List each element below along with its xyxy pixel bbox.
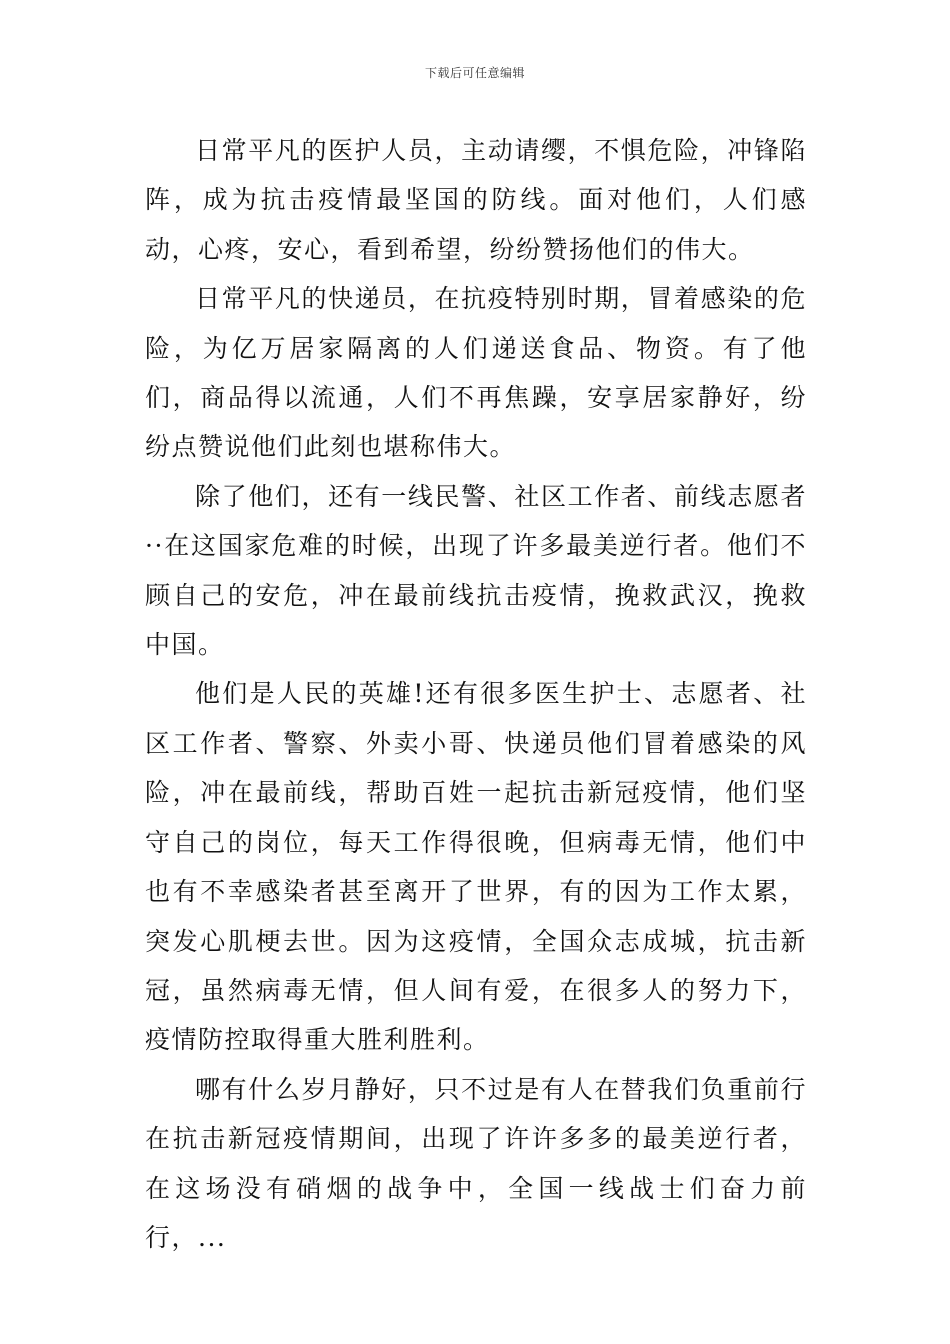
document-body <box>145 126 807 1262</box>
paragraph-couriers: 日常平凡的快递员，在抗疫特别时期，冒着感染的危险，为亿万居家隔离的人们递送食品、物资。有了他们，商品得以流通，人们不再焦躁，安享居家静好，纷纷点赞说他们此刻也堪称伟大。 <box>145 284 807 462</box>
paragraph-frontline-workers: 除了他们，还有一线民警、社区工作者、前线志愿者··在这国家危难的时候，出现了许多最美逆行者。他们不顾自己的安危，冲在最前线抗击疫情，挽救武汉，挽救中国。 <box>145 481 807 660</box>
paragraph-medical-staff: 日常平凡的医护人员，主动请缨，不惧危险，冲锋陷阵，成为抗击疫情最坚国的防线。面对他们，人们感动，心疼，安心，看到希望，纷纷赞扬他们的伟大。 <box>145 136 807 264</box>
paragraph-burden-bearers: 哪有什么岁月静好，只不过是有人在替我们负重前行在抗击新冠疫情期间，出现了许许多多的最美逆行者，在这场没有硝烟的战争中，全国一线战士们奋力前行，... <box>145 1074 807 1252</box>
header-note: 下载后可任意编辑 <box>424 66 525 80</box>
paragraph-heroes: 他们是人民的英雄!还有很多医生护士、志愿者、社区工作者、警察、外卖小哥、快递员他们冒着感染的风险，冲在最前线，帮助百姓一起抗击新冠疫情，他们坚守自己的岗位，每天工作得很晚，但病毒无情，他们中也有不幸感染者甚至离开了世界，有的因为工作太累，突发心肌梗去世。因为这疫情，全国众志成城，抗击新冠，虽然病毒无情，但人间有爱，在很多人的努力下，疫情防控取得重大胜利胜利。 <box>145 679 807 1055</box>
